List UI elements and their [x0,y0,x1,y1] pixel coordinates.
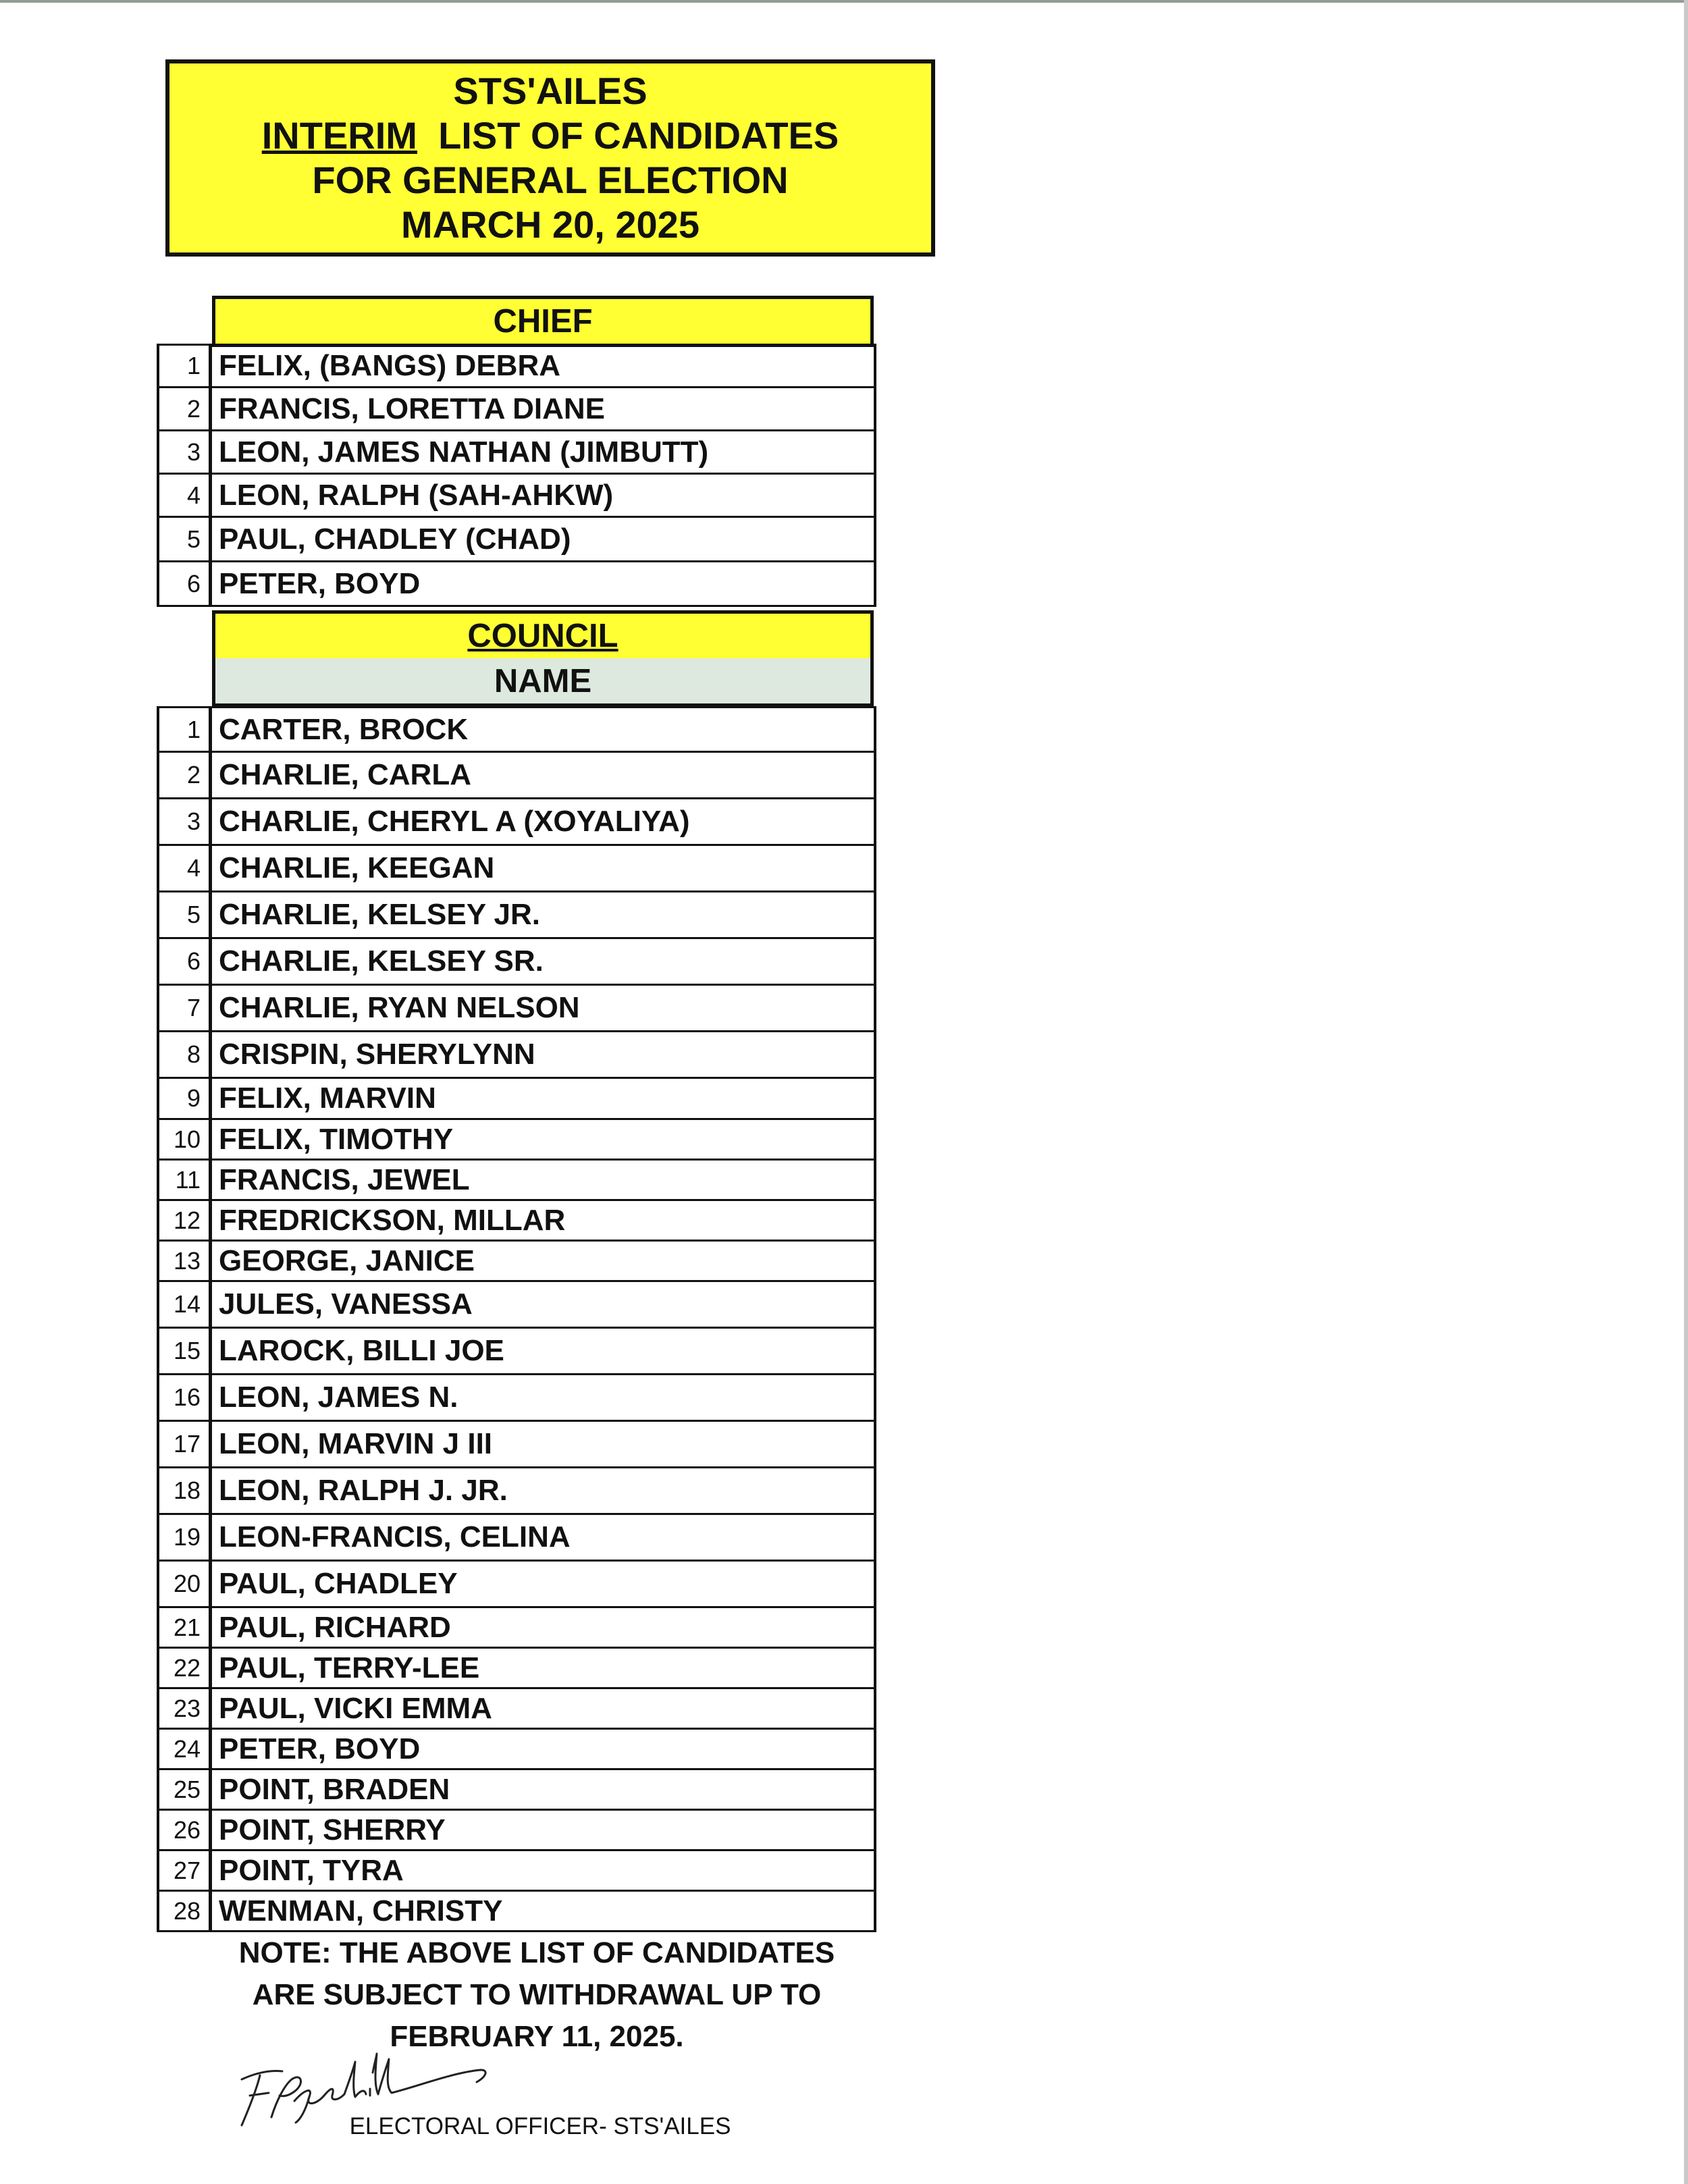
candidate-name: JULES, VANESSA [219,1287,473,1321]
candidate-number: 21 [159,1608,212,1647]
candidate-row [159,1032,876,1079]
title-interim: INTERIM [261,114,417,157]
candidate-number: 10 [159,1120,212,1158]
candidate-name: PAUL, CHADLEY [219,1567,458,1600]
withdrawal-note [176,1932,898,2058]
candidate-row [159,846,876,893]
candidate-name: CHARLIE, KEEGAN [219,851,495,884]
candidate-row [159,799,876,846]
council-table [157,706,876,1932]
title-line-2 [262,113,839,158]
candidate-name: CHARLIE, KELSEY JR. [219,898,540,931]
candidate-row [159,1851,876,1892]
candidate-row [159,388,876,431]
candidate-row [159,1422,876,1468]
candidate-number: 7 [159,986,212,1030]
note-line-1: NOTE: THE ABOVE LIST OF CANDIDATES [238,1936,835,1969]
candidate-number: 3 [159,431,212,473]
candidate-number: 23 [159,1689,212,1728]
candidate-name: LEON, RALPH J. JR. [219,1474,508,1507]
title-line-4: MARCH 20, 2025 [401,203,700,246]
candidate-number: 13 [159,1242,212,1280]
candidate-row [159,1468,876,1515]
candidate-name: PAUL, VICKI EMMA [219,1691,492,1725]
candidate-row [159,1811,876,1851]
candidate-row [159,1730,876,1770]
candidate-name: FELIX, TIMOTHY [219,1122,454,1156]
candidate-name: FREDRICKSON, MILLAR [219,1203,566,1237]
candidate-name: CHARLIE, CARLA [219,758,471,791]
candidate-name: LEON, MARVIN J III [219,1427,493,1460]
candidate-number: 8 [159,1032,212,1077]
candidate-number: 11 [159,1161,212,1199]
chief-header-label: CHIEF [493,303,593,340]
candidate-row [159,1329,876,1375]
candidate-number: 16 [159,1375,212,1420]
note-line-3: FEBRUARY 11, 2025. [390,2020,684,2053]
candidate-row [159,1608,876,1649]
council-name-header [212,658,874,707]
candidate-row [159,1282,876,1329]
candidate-number: 24 [159,1730,212,1768]
chief-header [212,296,874,347]
scan-edge-right [1684,0,1688,2184]
candidate-name: CHARLIE, CHERYL A (XOYALIYA) [219,805,690,838]
candidate-number: 28 [159,1892,212,1930]
candidate-number: 5 [159,518,212,560]
title-line-1: STS'AILES [453,70,648,112]
candidate-number: 26 [159,1811,212,1849]
title-line-3: FOR GENERAL ELECTION [312,159,789,201]
candidate-name: LAROCK, BILLI JOE [219,1334,504,1367]
candidate-number: 6 [159,562,212,605]
candidate-name: PAUL, RICHARD [219,1610,451,1644]
candidate-row [159,1892,876,1932]
candidate-name: PETER, BOYD [219,1732,421,1765]
title-list-of-candidates: LIST OF CANDIDATES [438,114,839,157]
candidate-name: PAUL, CHADLEY (CHAD) [219,522,571,556]
candidate-number: 1 [159,346,212,386]
candidate-row [159,1242,876,1282]
candidate-row [159,893,876,939]
candidate-number: 1 [159,708,212,751]
candidate-name: WENMAN, CHRISTY [219,1894,503,1927]
candidate-number: 2 [159,753,212,797]
candidate-row [159,986,876,1032]
candidate-number: 4 [159,846,212,890]
candidate-number: 20 [159,1562,212,1606]
candidate-number: 17 [159,1422,212,1466]
candidate-row [159,1120,876,1161]
name-column-label: NAME [494,662,592,699]
candidate-name: LEON-FRANCIS, CELINA [219,1520,571,1553]
candidate-row [159,1079,876,1120]
candidate-number: 15 [159,1329,212,1373]
candidate-row [159,1689,876,1730]
candidate-row [159,431,876,475]
candidate-name: GEORGE, JANICE [219,1244,475,1277]
candidate-row [159,1649,876,1689]
candidate-name: CRISPIN, SHERYLYNN [219,1038,535,1071]
candidate-number: 22 [159,1649,212,1687]
candidate-name: FRANCIS, JEWEL [219,1163,470,1196]
title-box [165,59,935,257]
candidate-row [159,562,876,607]
candidate-number: 6 [159,939,212,984]
candidate-number: 14 [159,1282,212,1327]
candidate-row [159,1562,876,1608]
candidate-row [159,518,876,562]
candidate-name: CHARLIE, RYAN NELSON [219,991,580,1024]
candidate-row [159,475,876,518]
candidate-number: 25 [159,1770,212,1809]
candidate-row [159,1201,876,1242]
candidate-number: 19 [159,1515,212,1560]
candidate-row [159,753,876,799]
scan-edge-top [0,0,1688,3]
council-header-label: COUNCIL [467,618,618,654]
chief-table [157,344,876,607]
candidate-number: 2 [159,388,212,429]
candidate-row [159,706,876,753]
note-line-2: ARE SUBJECT TO WITHDRAWAL UP TO [252,1978,822,2011]
council-header [212,610,874,662]
candidate-row [159,1161,876,1201]
candidate-name: LEON, RALPH (SAH-AHKW) [219,478,614,512]
candidate-row [159,1515,876,1562]
candidate-name: LEON, JAMES N. [219,1381,458,1414]
candidate-name: FELIX, MARVIN [219,1082,436,1115]
candidate-name: CHARLIE, KELSEY SR. [219,944,544,978]
candidate-number: 9 [159,1079,212,1118]
candidate-name: CARTER, BROCK [219,712,469,746]
candidate-name: POINT, BRADEN [219,1772,450,1806]
candidate-row [159,1770,876,1811]
candidate-number: 18 [159,1468,212,1513]
candidate-name: POINT, SHERRY [219,1813,446,1846]
candidate-number: 3 [159,799,212,844]
candidate-number: 12 [159,1201,212,1240]
candidate-row [159,344,876,388]
candidate-name: FRANCIS, LORETTA DIANE [219,392,605,425]
candidate-name: POINT, TYRA [219,1853,404,1887]
electoral-officer-label: ELECTORAL OFFICER- STS'AILES [349,2113,731,2139]
candidate-name: LEON, JAMES NATHAN (JIMBUTT) [219,435,709,469]
candidate-number: 5 [159,893,212,937]
candidate-name: FELIX, (BANGS) DEBRA [219,349,560,382]
candidate-row [159,1375,876,1422]
candidate-number: 4 [159,475,212,516]
candidate-name: PAUL, TERRY-LEE [219,1651,480,1684]
candidate-number: 27 [159,1851,212,1890]
candidate-row [159,939,876,986]
candidate-name: PETER, BOYD [219,566,421,600]
